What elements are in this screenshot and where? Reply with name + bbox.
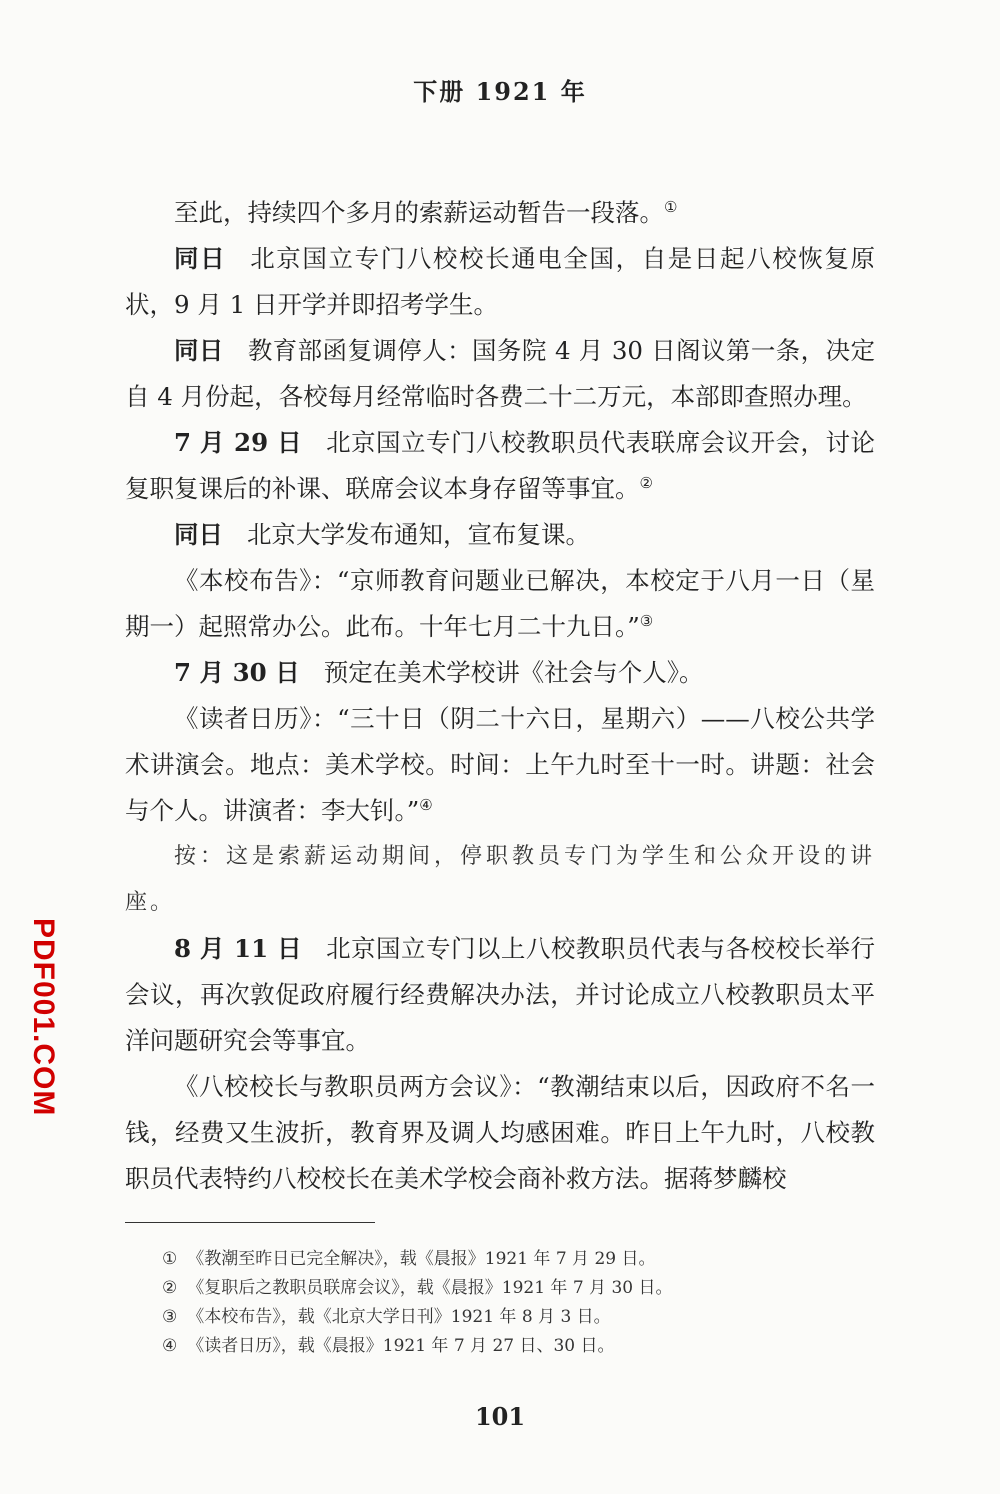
footnote-mark: ② [162,1278,178,1298]
footnote-ref: ③ [639,611,654,630]
footnote-mark: ④ [162,1336,178,1356]
page-header: 下册 1921 年 [413,77,587,106]
body-text [125,190,875,1202]
paragraph-text: 《本校布告》：“京师教育问题业已解决，本校定于八月一日（星期一）起照常办公。此布。十年七月二十九日。” [125,566,875,641]
paragraph [125,328,875,420]
footnote-text: 《读者日历》，载《晨报》1921 年 7 月 27 日、30 日。 [187,1336,615,1356]
footnote-text: 《本校布告》，载《北京大学日刊》1921 年 8 月 3 日。 [187,1307,611,1327]
paragraph-text: 北京大学发布通知，宣布复课。 [247,520,590,549]
footnote [162,1274,862,1303]
paragraph [125,420,875,512]
paragraph-text: 至此，持续四个多月的索薪运动暂告一段落。 [174,198,664,227]
editor-note: 按：这是索薪运动期间，停职教员专门为学生和公众开设的讲座。 [125,844,875,915]
entry-date: 同日 [174,520,223,549]
entry-date: 7 月 29 日 [174,428,303,457]
footnote [162,1303,862,1332]
page-number: 101 [474,1402,526,1431]
paragraph [125,696,875,834]
footnote-mark: ① [162,1249,178,1269]
entry-date: 7 月 30 日 [174,658,300,687]
footnote-text: 《复职后之教职员联席会议》，载《晨报》1921 年 7 月 30 日。 [187,1278,673,1298]
footnote [162,1332,862,1361]
watermark: PDF001.COM [27,918,60,1117]
paragraph [125,1064,875,1202]
paragraph [125,650,875,696]
footnote-ref: ① [664,197,678,216]
paragraph [125,236,875,328]
footnote-ref: ④ [419,795,433,814]
paragraph [125,190,875,236]
paragraph-text: 教育部函复调停人：国务院 4 月 30 日阁议第一条，决定自 4 月份起，各校每月经常临时各费二十二万元，本部即查照办理。 [125,336,875,411]
paragraph-text: 《八校校长与教职员两方会议》：“教潮结束以后，因政府不名一钱，经费又生波折，教育界及调人均感困难。昨日上午九时，八校教职员代表特约八校校长在美术学校会商补救方法。据蒋梦麟校 [125,1072,875,1193]
footnote-ref: ② [639,473,653,492]
paragraph [125,512,875,558]
entry-date: 8 月 11 日 [174,934,303,963]
paragraph-text: 北京国立专门八校校长通电全国，自是日起八校恢复原状，9 月 1 日开学并即招考学生。 [125,244,876,319]
footnote-divider [125,1222,375,1223]
paragraph-text: 北京国立专门以上八校教职员代表与各校校长举行会议，再次敦促政府履行经费解决办法，并讨论成立八校教职员太平洋问题研究会等事宜。 [125,934,875,1055]
paragraph-text: 预定在美术学校讲《社会与个人》。 [323,658,704,687]
paragraph-text: 《读者日历》：“三十日（阴二十六日，星期六）——八校公共学术讲演会。地点：美术学校。时间：上午九时至十一时。讲题：社会与个人。讲演者：李大钊。” [125,704,875,825]
entry-date: 同日 [174,336,224,365]
footnotes [162,1245,862,1361]
footnote-text: 《教潮至昨日已完全解决》，载《晨报》1921 年 7 月 29 日。 [187,1249,656,1269]
paragraph [125,926,875,1064]
entry-date: 同日 [174,244,227,273]
paragraph-text: 北京国立专门八校教职员代表联席会议开会，讨论复职复课后的补课、联席会议本身存留等事宜。 [125,428,875,503]
footnote-mark: ③ [162,1307,178,1327]
paragraph [125,558,875,650]
footnote [162,1245,862,1274]
